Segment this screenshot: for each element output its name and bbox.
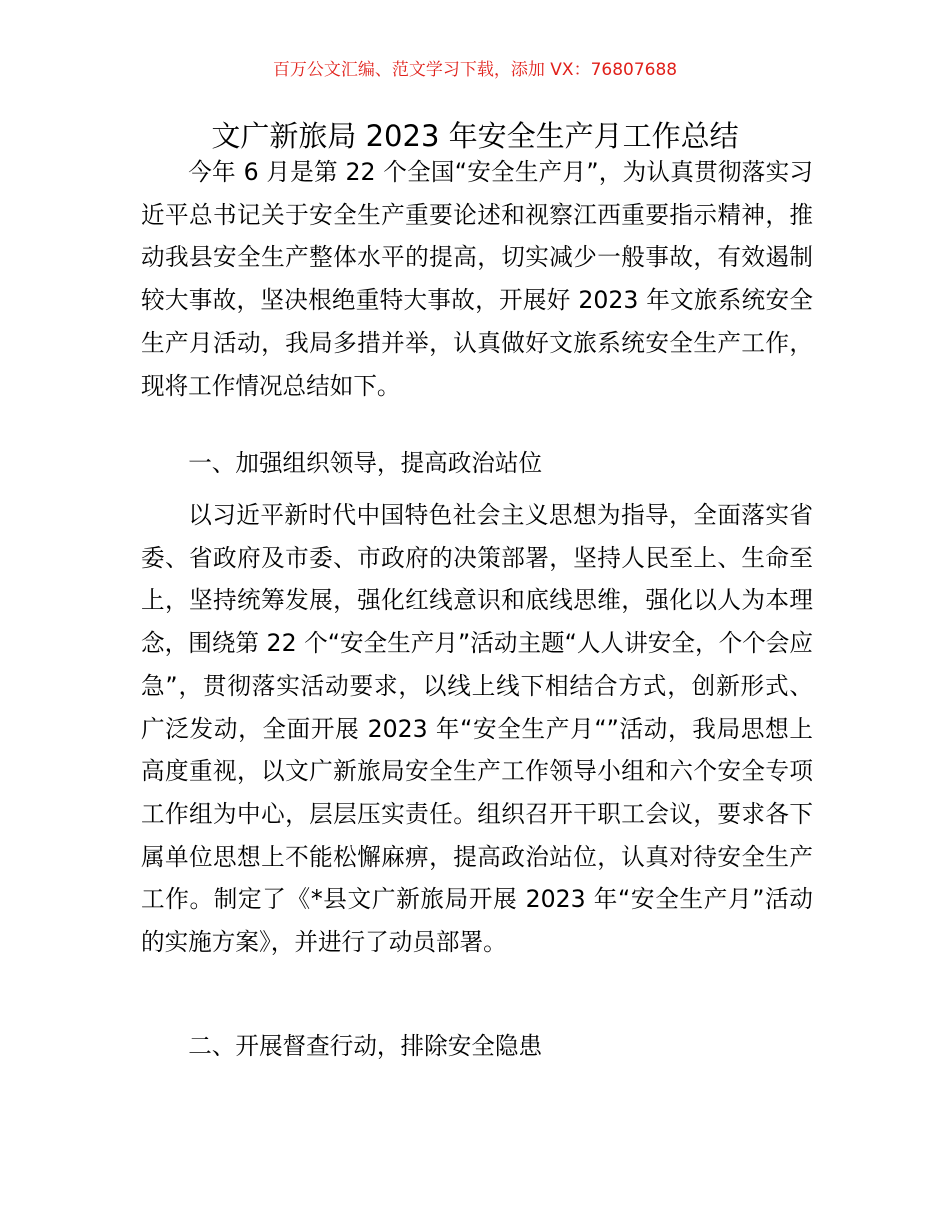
section-2-heading: 二、开展督查行动，排除安全隐患 <box>188 1032 543 1060</box>
intro-paragraph: 今年 6 月是第 22 个全国“安全生产月”，为认真贯彻落实习近平总书记关于安全生产重要论述和视察江西重要指示精神，推动我县安全生产整体水平的提高，切实减少一般事故，有效遏制较大事故，坚决根绝重特大事故，开展好 2023 年文旅系统安全生产月活动，我局多措并举，认真做好文旅系统安全生产工作，现将工作情况总结如下。 <box>141 158 813 400</box>
document-title: 文广新旅局 2023 年安全生产月工作总结 <box>211 119 739 153</box>
section-1-heading: 一、加强组织领导，提高政治站位 <box>188 449 543 477</box>
section-1-paragraph: 以习近平新时代中国特色社会主义思想为指导，全面落实省委、省政府及市委、市政府的决策部署，坚持人民至上、生命至上，坚持统筹发展，强化红线意识和底线思维，强化以人为本理念，围绕第 22 个“安全生产月”活动主题“人人讲安全，个个会应急”，贯彻落实活动要求，以线上线下相结合方式，创新形式、广泛发动，全面开展 2023 年“安全生产月“”活动，我局思想上高度重视，以文广新旅局安全生产工作领导小组和六个安全专项工作组为中心，层层压实责任。组织召开干职工会议，要求各下属单位思想上不能松懈麻痹，提高政治站位，认真对待安全生产工作。制定了《*县文广新旅局开展 2023 年“安全生产月”活动的实施方案》，并进行了动员部署。 <box>141 501 813 957</box>
header-note: 百万公文汇编、范文学习下载，添加 VX：76807688 <box>272 60 678 80</box>
